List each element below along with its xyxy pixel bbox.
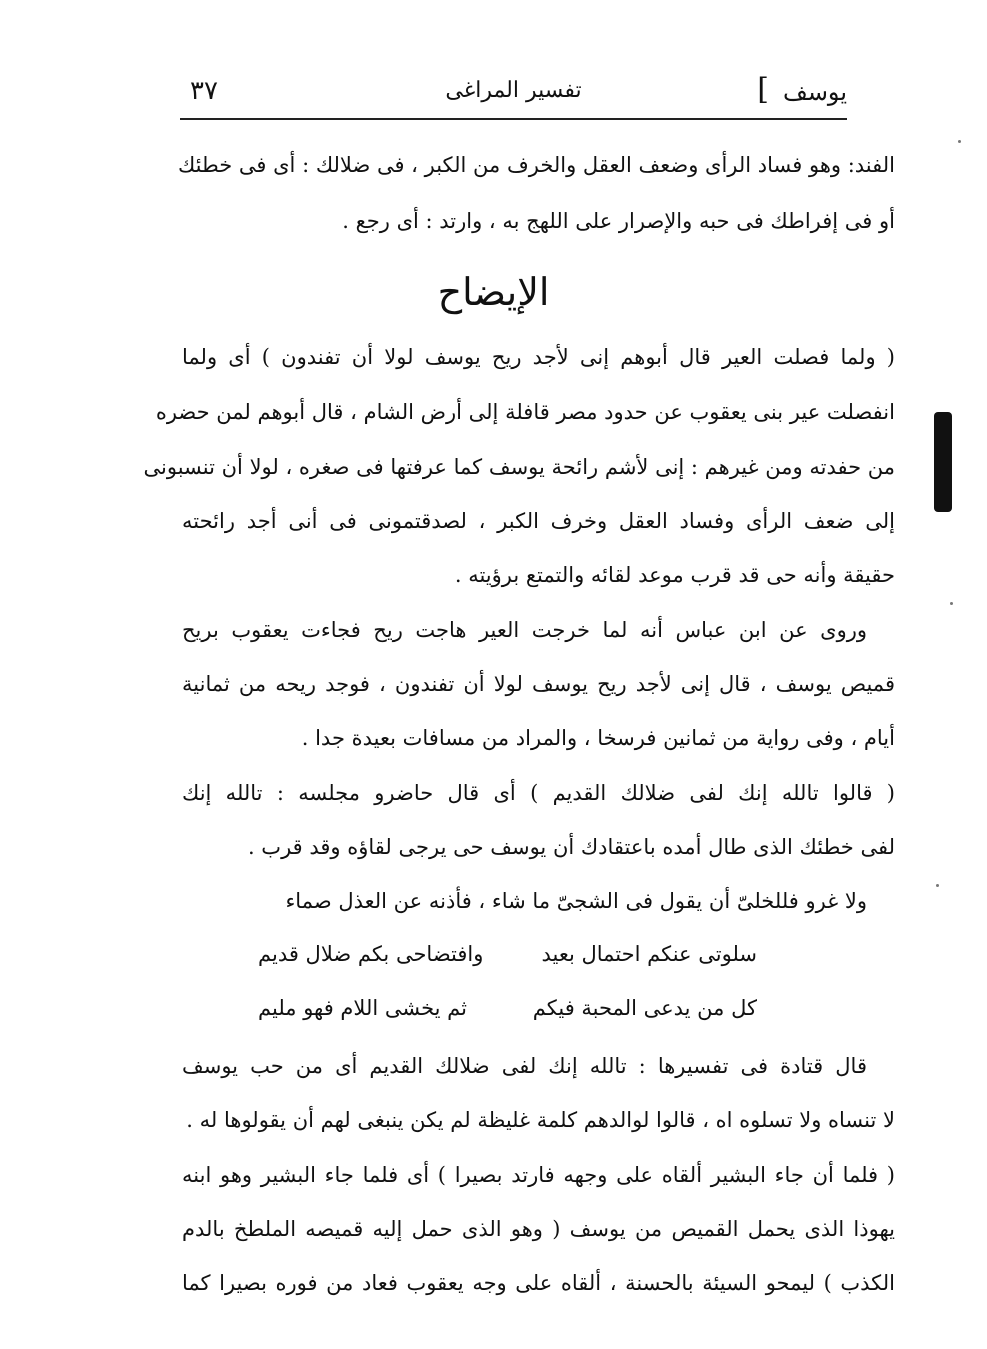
paragraph-line: وروى عن ابن عباس أنه لما خرجت العير هاجت ريح فجاءت يعقوب بريح	[182, 618, 867, 642]
paragraph-line: إلى ضعف الرأى وفساد العقل وخرف الكبر ، لصدقتمونى فى أنى أجد رائحته	[182, 509, 895, 533]
paragraph-line: يهوذا الذى يحمل القميص من يوسف ( وهو الذى حمل إليه قميصه الملطخ بالدم	[182, 1217, 895, 1241]
surah-name: يوسف	[782, 78, 847, 106]
paragraph-line: ( ولما فصلت العير قال أبوهم إنى لأجد ريح يوسف لولا أن تفندون ) أى ولما	[182, 345, 895, 369]
margin-scan-mark	[934, 412, 952, 512]
header-bracket: ]	[757, 72, 769, 107]
scan-speck	[958, 140, 961, 143]
paragraph-line: من حفدته ومن غيرهم : إنى لأشم رائحة يوسف كما عرفتها فى صغره ، لولا أن تنسبونى	[143, 455, 895, 479]
book-title: تفسير المراغى	[445, 78, 582, 103]
paragraph-line: ( قالوا تالله إنك لفى ضلالك القديم ) أى قال حاضرو مجلسه : تالله إنك	[182, 781, 895, 805]
scan-speck	[936, 884, 939, 887]
verse-hemistich-second: وافتضاحى بكم ضلال قديم	[258, 942, 484, 966]
verse-hemistich-first: سلوتى عنكم احتمال بعيد	[541, 942, 757, 966]
glossary-line: أو فى إفراطك فى حبه والإصرار على اللهج به ، وارتد : أى رجع .	[342, 209, 895, 233]
paragraph-line: انفصلت عير بنى يعقوب عن حدود مصر قافلة إلى أرض الشام ، قال أبوهم لمن حضره	[155, 400, 895, 424]
paragraph-line: لا تنساه ولا تسلوه اه ، قالوا لوالدهم كلمة غليظة لم يكن ينبغى لهم أن يقولوها له .	[186, 1108, 895, 1132]
paragraph-line: قميص يوسف ، قال إنى لأجد ريح يوسف لولا أن تفندون ، فوجد ريحه من ثمانية	[182, 672, 895, 696]
running-header	[180, 72, 847, 120]
section-heading: الإيضاح	[437, 270, 550, 314]
verse-hemistich-first: كل من يدعى المحبة فيكم	[532, 996, 757, 1020]
page-number: ٣٧	[190, 76, 218, 106]
paragraph-line: قال قتادة فى تفسيرها : تالله إنك لفى ضلالك القديم أى من حب يوسف	[182, 1054, 867, 1078]
verse-hemistich-second: ثم يخشى اللام فهو مليم	[258, 996, 468, 1020]
glossary-line: الفند: وهو فساد الرأى وضعف العقل والخرف من الكبر ، فى ضلالك : أى فى خطئك	[177, 153, 895, 177]
paragraph-line: الكذب ) ليمحو السيئة بالحسنة ، ألقاه على وجه يعقوب فعاد من فوره بصيرا كما	[182, 1271, 895, 1295]
paragraph-line: ( فلما أن جاء البشير ألقاه على وجهه فارتد بصيرا ) أى فلما جاء البشير وهو ابنه	[182, 1163, 895, 1187]
paragraph-line: أيام ، وفى رواية من ثمانين فرسخا ، والمراد من مسافات بعيدة جدا .	[301, 726, 895, 750]
paragraph-line: حقيقة وأنه حى قد قرب موعد لقائه والتمتع برؤيته .	[454, 563, 895, 587]
paragraph-line: ولا غرو فللخلىّ أن يقول فى الشجىّ ما شاء ، فأذنه عن العذل صماء	[285, 889, 867, 913]
paragraph-line: لفى خطئك الذى طال أمده باعتقادك أن يوسف حى يرجى لقاؤه وقد قرب .	[247, 835, 895, 859]
scan-speck	[950, 602, 953, 605]
